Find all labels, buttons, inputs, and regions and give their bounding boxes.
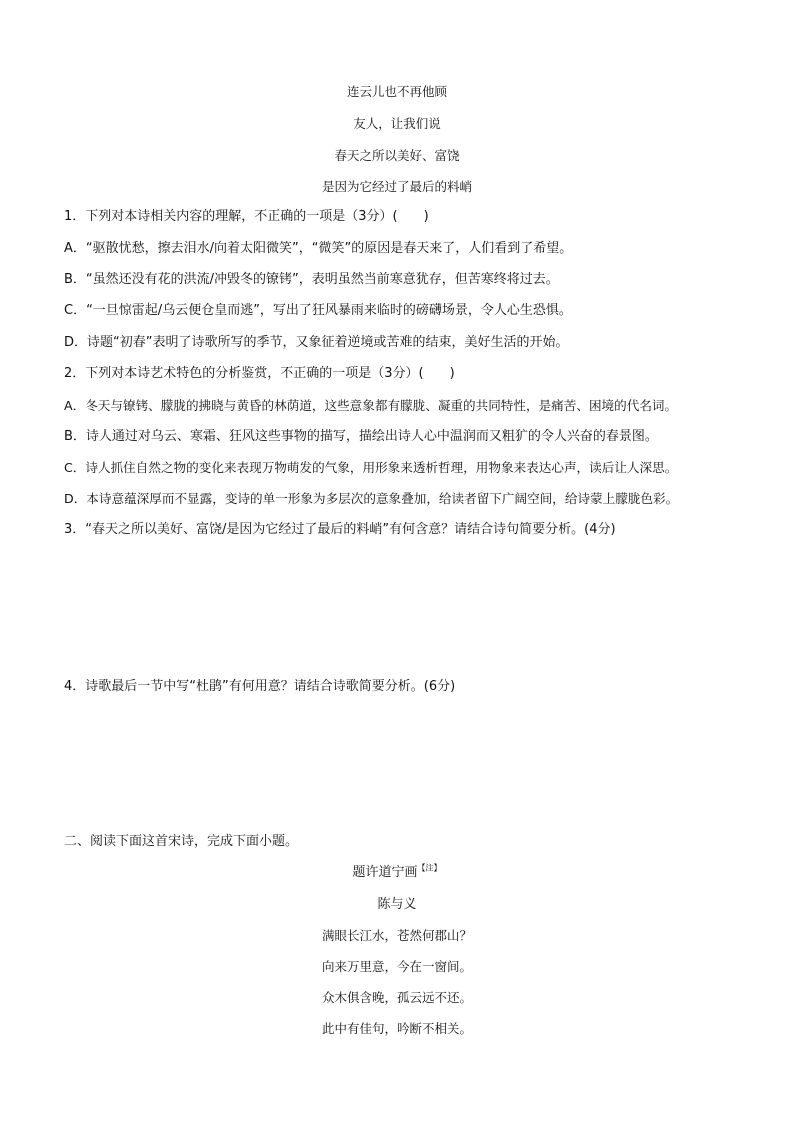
question-1-option-b: B．“虽然还没有花的洪流/冲毁冬的镣铐”，表明虽然当前寒意犹存，但苦寒终将过去。 <box>64 272 559 287</box>
poem-line-2: 友人，让我们说 <box>353 116 441 131</box>
poem-2-line-4: 此中有佳句，吟断不相关。 <box>321 1021 472 1036</box>
section-2-intro: 二、阅读下面这首宋诗，完成下面小题。 <box>64 834 299 849</box>
poem-2-note-mark: 【注】 <box>417 863 442 873</box>
poem-2-line-2: 向来万里意，今在一窗间。 <box>321 959 472 974</box>
question-1-stem: 1．下列对本诗相关内容的理解，不正确的一项是（3分）( ) <box>64 209 429 224</box>
question-2-option-d: D．本诗意蕴深厚而不显露，变诗的单一形象为多层次的意象叠加，给读者留下广阔空间，给诗蒙上朦胧色彩。 <box>64 491 679 506</box>
poem-2-title-wrap <box>0 864 794 882</box>
question-2-option-a: A．冬天与镣铐、朦胧的拂晓与黄昏的林荫道，这些意象都有朦胧、凝重的共同特性，是痛苦、困境的代名词。 <box>64 398 678 413</box>
question-1-option-a: A．“驱散忧愁，擦去泪水/向着太阳微笑”，“微笑”的原因是春天来了，人们看到了希望。 <box>64 241 573 256</box>
poem-2-line-3: 众木俱含晚，孤云远不还。 <box>321 990 472 1005</box>
question-2-option-b: B．诗人通过对乌云、寒霜、狂风这些事物的描写，描绘出诗人心中温润而又粗犷的令人兴奋的春景图。 <box>64 429 658 444</box>
poem-2-author: 陈与义 <box>377 897 417 912</box>
question-1-option-c: C．“一旦惊雷起/乌云便仓皇而逃”，写出了狂风暴雨来临时的磅礴场景，令人心生恐惧。 <box>64 303 572 318</box>
poem-2-title: 题许道宁画 <box>352 865 418 880</box>
question-2-option-c: C．诗人抓住自然之物的变化来表现万物萌发的气象，用形象来透析哲理，用物象来表达心声，读后让人深思。 <box>64 460 678 475</box>
poem-line-4: 是因为它经过了最后的料峭 <box>321 179 472 194</box>
question-4: 4．诗歌最后一节中写“杜鹃”有何用意？请结合诗歌简要分析。(6分) <box>64 679 456 694</box>
poem-2-line-1: 满眼长江水，苍然何郡山？ <box>321 928 472 943</box>
question-3: 3．“春天之所以美好、富饶/是因为它经过了最后的料峭”有何含意？请结合诗句简要分析。(4分) <box>64 522 616 537</box>
question-1-option-d: D．诗题“初春”表明了诗歌所写的季节，又象征着逆境或苦难的结束，美好生活的开始。 <box>64 335 569 350</box>
poem-line-1: 连云儿也不再他顾 <box>346 84 447 99</box>
poem-line-3: 春天之所以美好、富饶 <box>334 148 460 163</box>
question-2-stem: 2．下列对本诗艺术特色的分析鉴赏，不正确的一项是（3分）( ) <box>64 366 455 381</box>
